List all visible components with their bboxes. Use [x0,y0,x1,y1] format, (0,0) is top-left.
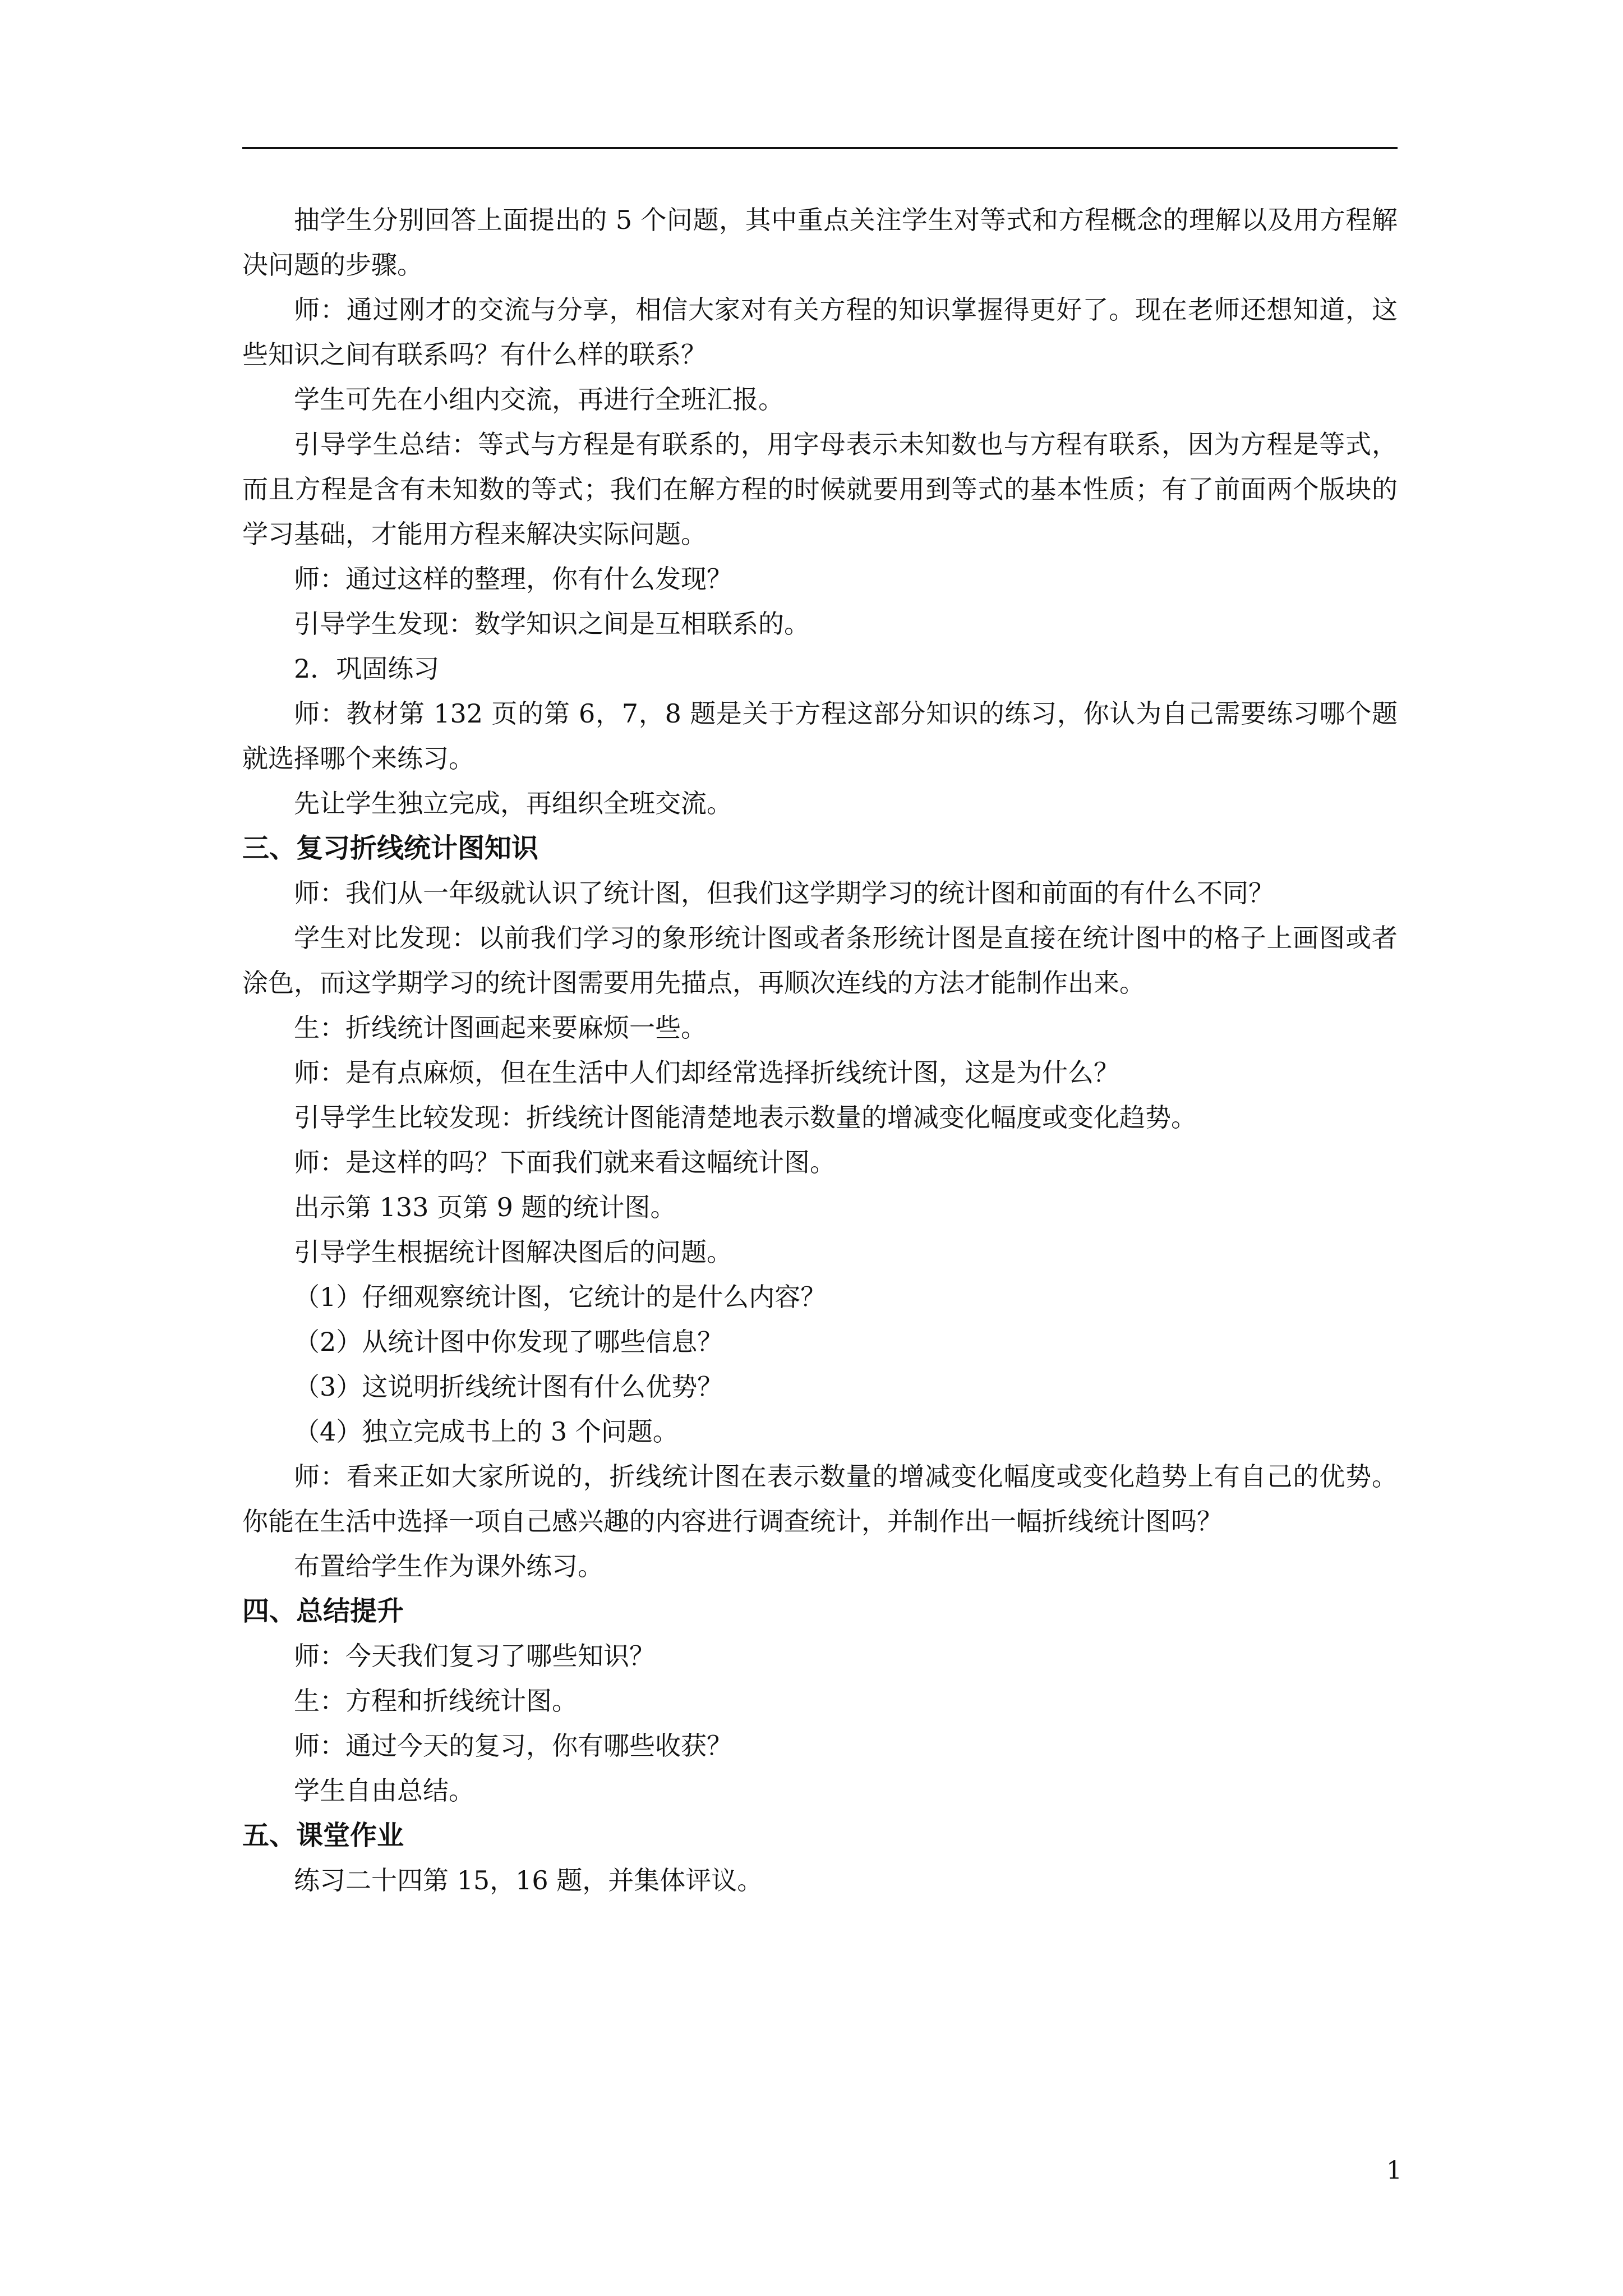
paragraph: 引导学生比较发现：折线统计图能清楚地表示数量的增减变化幅度或变化趋势。 [294,1102,1197,1133]
paragraph: 师：是这样的吗？下面我们就来看这幅统计图。 [294,1147,836,1177]
document-body [242,197,1398,1903]
paragraph: 师：通过刚才的交流与分享，相信大家对有关方程的知识掌握得更好了。现在老师还想知道，这些知识之间有联系吗？有什么样的联系？ [242,295,1398,370]
paragraph: 2．巩固练习 [294,654,440,684]
paragraph: 生：方程和折线统计图。 [294,1686,578,1716]
paragraph: 师：我们从一年级就认识了统计图，但我们这学期学习的统计图和前面的有什么不同？ [294,878,1274,908]
section-heading: 三、复习折线统计图知识 [242,832,539,864]
paragraph: 练习二十四第 15，16 题，并集体评议。 [294,1865,763,1895]
paragraph: 先让学生独立完成，再组织全班交流。 [294,788,732,818]
paragraph: 师：今天我们复习了哪些知识？ [294,1641,655,1671]
paragraph: 师：是有点麻烦，但在生活中人们却经常选择折线统计图，这是为什么？ [294,1057,1119,1088]
section-heading: 五、课堂作业 [242,1820,404,1851]
paragraph: 布置给学生作为课外练习。 [294,1551,603,1581]
paragraph: 引导学生发现：数学知识之间是互相联系的。 [294,609,810,639]
page-number: 1 [1386,2156,1402,2185]
paragraph: 师：教材第 132 页的第 6，7，8 题是关于方程这部分知识的练习，你认为自己需要练习哪个题就选择哪个来练习。 [242,698,1398,774]
list-item: （3）这说明折线统计图有什么优势？ [294,1372,723,1402]
paragraph: 学生可先在小组内交流，再进行全班汇报。 [294,384,784,415]
paragraph: 师：通过今天的复习，你有哪些收获？ [294,1731,732,1761]
paragraph: 出示第 133 页第 9 题的统计图。 [294,1192,676,1222]
paragraph: 引导学生根据统计图解决图后的问题。 [294,1237,732,1267]
header-rule [242,147,1398,149]
paragraph: 学生对比发现：以前我们学习的象形统计图或者条形统计图是直接在统计图中的格子上画图或者涂色，而这学期学习的统计图需要用先描点，再顺次连线的方法才能制作出来。 [242,923,1398,998]
paragraph: 师：看来正如大家所说的，折线统计图在表示数量的增减变化幅度或变化趋势上有自己的优势。你能在生活中选择一项自己感兴趣的内容进行调查统计，并制作出一幅折线统计图吗？ [242,1461,1398,1536]
section-heading: 四、总结提升 [242,1595,404,1627]
paragraph: 师：通过这样的整理，你有什么发现？ [294,564,732,594]
paragraph: 学生自由总结。 [294,1775,474,1806]
list-item: （4）独立完成书上的 3 个问题。 [294,1416,679,1447]
paragraph: 抽学生分别回答上面提出的 5 个问题，其中重点关注学生对等式和方程概念的理解以及用方程解决问题的步骤。 [242,205,1398,280]
paragraph: 引导学生总结：等式与方程是有联系的，用字母表示未知数也与方程有联系，因为方程是等式，而且方程是含有未知数的等式；我们在解方程的时候就要用到等式的基本性质；有了前面两个版块的学习基础，才能用方程来解决实际问题。 [242,429,1398,549]
paragraph: 生：折线统计图画起来要麻烦一些。 [294,1013,707,1043]
list-item: （2）从统计图中你发现了哪些信息？ [294,1327,723,1357]
list-item: （1）仔细观察统计图，它统计的是什么内容？ [294,1282,827,1312]
